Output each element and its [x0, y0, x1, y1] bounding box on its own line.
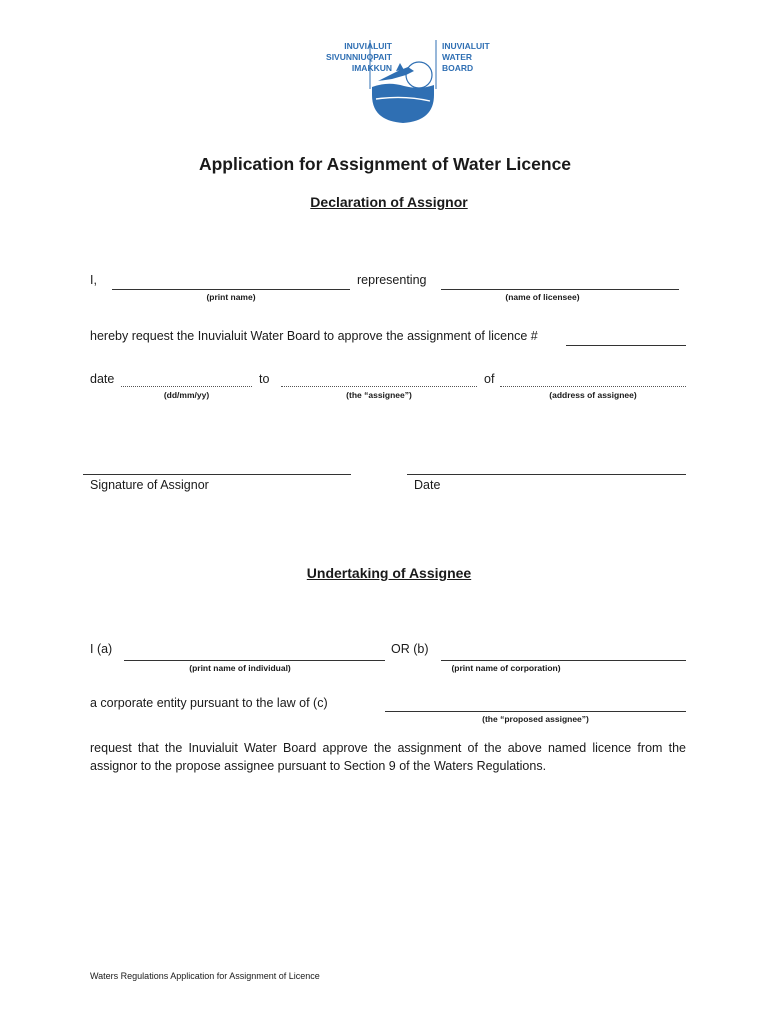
to-label: to [259, 372, 270, 386]
of-label: of [484, 372, 495, 386]
assignee-field[interactable] [281, 386, 477, 387]
undertaking-heading: Undertaking of Assignee [306, 565, 472, 581]
signature-field[interactable] [83, 474, 351, 475]
date-field[interactable] [121, 386, 252, 387]
ia-label: I (a) [90, 642, 113, 656]
logo-left-line-3: IMAKKUN [351, 63, 392, 73]
request-text: hereby request the Inuvialuit Water Board to approve the assignment of licence # [90, 329, 538, 343]
individual-name-field[interactable] [124, 660, 385, 661]
representing-label: representing [357, 273, 427, 287]
address-hint: (address of assignee) [549, 390, 637, 400]
footer-text: Waters Regulations Application for Assignment of Licence [90, 971, 320, 981]
licensee-name-field[interactable] [441, 289, 679, 290]
i-label: I, [90, 273, 97, 287]
individual-hint: (print name of individual) [189, 663, 291, 673]
licensee-hint: (name of licensee) [505, 292, 580, 302]
proposed-assignee-field[interactable] [385, 711, 686, 712]
page-title: Application for Assignment of Water Licence [198, 154, 572, 174]
corporation-name-field[interactable] [441, 660, 686, 661]
logo-text-right [442, 41, 522, 74]
orb-label: OR (b) [391, 642, 429, 656]
signature-date-label: Date [414, 478, 441, 492]
licence-number-field[interactable] [566, 345, 686, 346]
print-name-hint: (print name) [206, 292, 256, 302]
corporate-text: a corporate entity pursuant to the law of (c) [90, 696, 328, 710]
logo-right-line-1: INUVIALUIT [442, 41, 490, 51]
request-paragraph: request that the Inuvialuit Water Board approve the assignment of the above named licence from the assignor to the propose assignee pursuant to Section 9 of the Waters Regulations. [90, 741, 686, 773]
logo-right-line-2: WATER [442, 52, 473, 62]
assignee-hint: (the “assignee”) [346, 390, 412, 400]
logo-emblem-icon [368, 37, 438, 125]
proposed-hint: (the “proposed assignee”) [482, 714, 589, 724]
logo-right-line-3: BOARD [442, 63, 474, 73]
signature-label: Signature of Assignor [90, 478, 209, 492]
assignee-address-field[interactable] [500, 386, 686, 387]
date-label: date [90, 372, 115, 386]
corporation-hint: (print name of corporation) [451, 663, 561, 673]
print-name-field[interactable] [112, 289, 350, 290]
signature-date-field[interactable] [407, 474, 686, 475]
date-hint: (dd/mm/yy) [163, 390, 210, 400]
declaration-heading: Declaration of Assignor [310, 194, 468, 210]
logo-left-line-2: SIVUNNIUQPAIT [326, 52, 392, 62]
logo-left-line-1: INUVIALUIT [344, 41, 392, 51]
